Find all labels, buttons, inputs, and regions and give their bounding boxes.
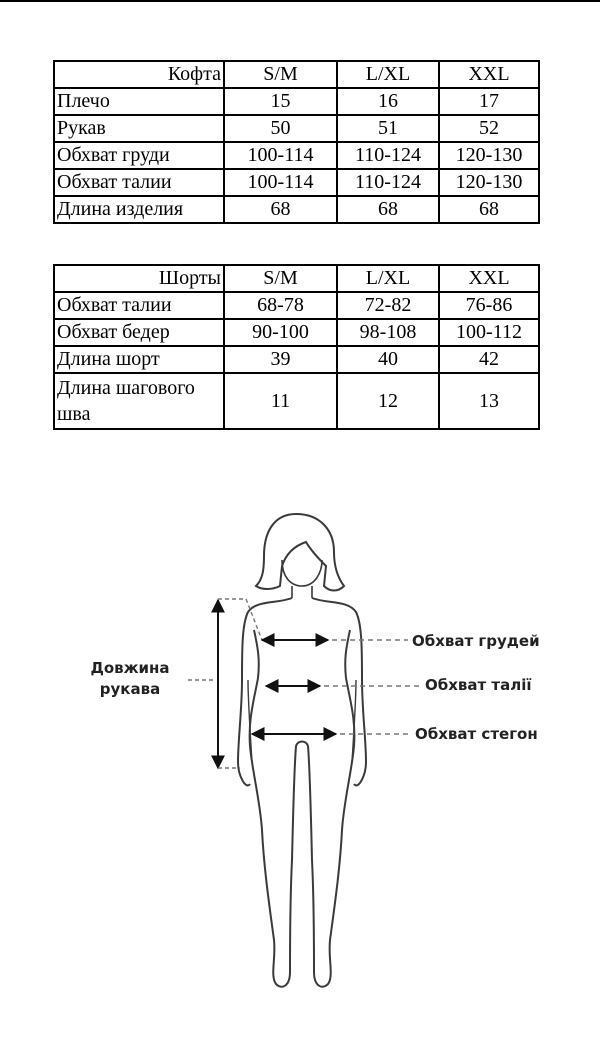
- table-cell: 52: [439, 115, 539, 142]
- table-row: [54, 88, 539, 115]
- table-cell: 50: [224, 115, 337, 142]
- table-row: [54, 196, 539, 223]
- table-cell: 98-108: [337, 319, 439, 346]
- jacket-size-table: [53, 60, 540, 224]
- table-corner-header: Шорты: [54, 265, 224, 292]
- sleeve-length-label: Довжина рукава: [90, 659, 170, 698]
- table-cell: 42: [439, 346, 539, 373]
- table-cell: 110-124: [337, 142, 439, 169]
- table-cell: 90-100: [224, 319, 337, 346]
- table-header-row: [54, 265, 539, 292]
- table-cell: 39: [224, 346, 337, 373]
- row-label: Обхват груди: [54, 142, 224, 169]
- row-label: Рукав: [54, 115, 224, 142]
- table-row: [54, 292, 539, 319]
- table-cell: 17: [439, 88, 539, 115]
- table-cell: 15: [224, 88, 337, 115]
- body-outline: [238, 598, 366, 987]
- row-label: Длина шагового шва: [54, 373, 224, 429]
- table-cell: 11: [224, 373, 337, 429]
- table-cell: 16: [337, 88, 439, 115]
- table-row: [54, 346, 539, 373]
- table-cell: 68: [337, 196, 439, 223]
- table-cell: 68: [439, 196, 539, 223]
- body-outline-illustration: [0, 500, 600, 1020]
- table-cell: 76-86: [439, 292, 539, 319]
- table-cell: 100-112: [439, 319, 539, 346]
- row-label: Плечо: [54, 88, 224, 115]
- table-row: [54, 142, 539, 169]
- table-cell: 120-130: [439, 142, 539, 169]
- row-label: Длина шорт: [54, 346, 224, 373]
- table-cell: 72-82: [337, 292, 439, 319]
- face-outline: [282, 560, 322, 586]
- table-cell: 110-124: [337, 169, 439, 196]
- row-label: Обхват талии: [54, 169, 224, 196]
- chest-girth-label: Обхват грудей: [412, 632, 540, 650]
- table-row: [54, 115, 539, 142]
- table-row: [54, 169, 539, 196]
- row-label: Длина изделия: [54, 196, 224, 223]
- table-cell: 100-114: [224, 169, 337, 196]
- waist-girth-label: Обхват талії: [425, 676, 532, 694]
- column-header-sm: S/M: [224, 265, 337, 292]
- hips-girth-label: Обхват стегон: [415, 725, 538, 743]
- shorts-size-table: [53, 264, 540, 430]
- column-header-lxl: L/XL: [337, 265, 439, 292]
- table-cell: 12: [337, 373, 439, 429]
- top-divider: [0, 0, 600, 2]
- table-cell: 51: [337, 115, 439, 142]
- table-header-row: [54, 61, 539, 88]
- column-header-sm: S/M: [224, 61, 337, 88]
- table-cell: 100-114: [224, 142, 337, 169]
- row-label: Обхват бедер: [54, 319, 224, 346]
- table-row: [54, 319, 539, 346]
- hair-outline: [256, 514, 344, 591]
- column-header-lxl: L/XL: [337, 61, 439, 88]
- table-row: [54, 373, 539, 429]
- table-cell: 68: [224, 196, 337, 223]
- row-label: Обхват талии: [54, 292, 224, 319]
- measurement-figure: [0, 500, 600, 1020]
- table-cell: 13: [439, 373, 539, 429]
- column-header-xxl: XXL: [439, 61, 539, 88]
- table-cell: 120-130: [439, 169, 539, 196]
- table-cell: 68-78: [224, 292, 337, 319]
- column-header-xxl: XXL: [439, 265, 539, 292]
- table-cell: 40: [337, 346, 439, 373]
- table-corner-header: Кофта: [54, 61, 224, 88]
